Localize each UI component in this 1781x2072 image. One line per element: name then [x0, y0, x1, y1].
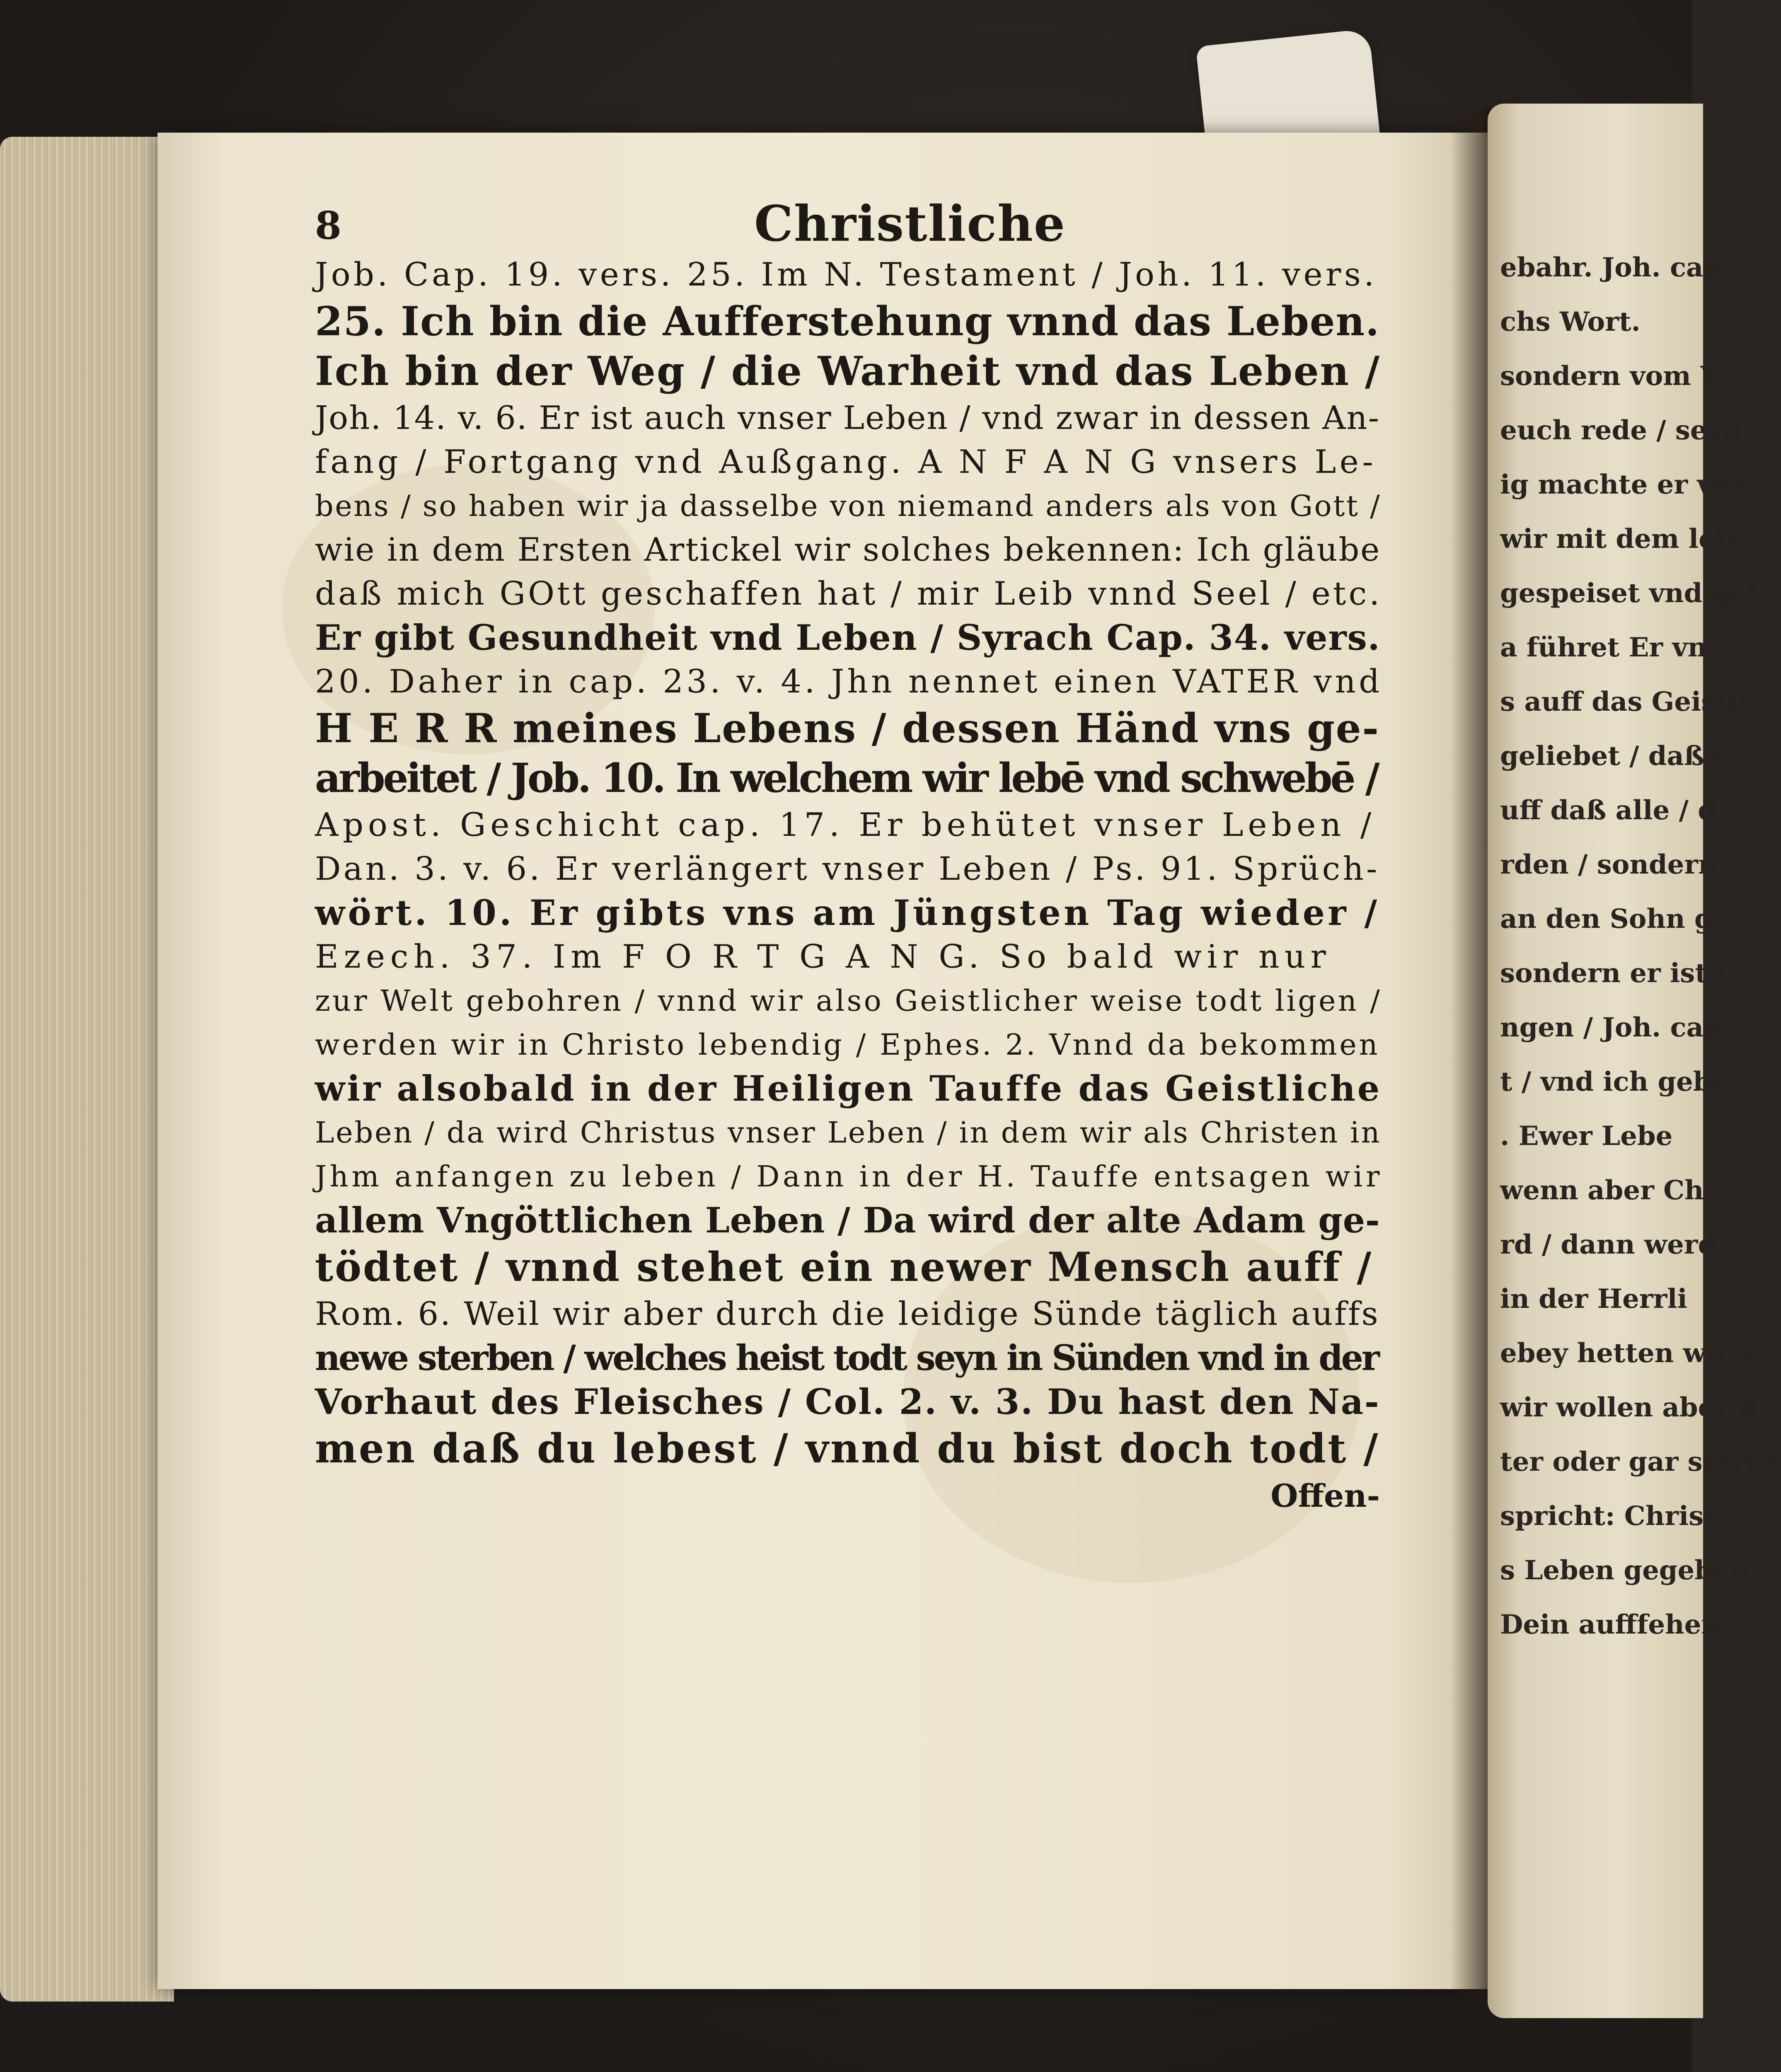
text-line: wir alsobald in der Heiligen Tauffe das Geistliche: [315, 1068, 1382, 1109]
text-line: Apost. Geschicht cap. 17. Er behütet vnser Leben /: [315, 806, 1376, 844]
right-page-line: a führet Er vn: [1500, 632, 1707, 663]
right-page-line: Dein aufffehen: [1500, 1609, 1721, 1640]
right-page-line: uff daß alle / d: [1500, 795, 1716, 826]
right-page-line: s Leben gegeben:: [1500, 1555, 1759, 1586]
catchword: Offen-: [1270, 1477, 1380, 1514]
book-page-edges: [0, 137, 174, 2002]
right-page-line: wir mit dem leb: [1500, 523, 1734, 554]
right-page-line: gespeiset vnd get: [1500, 578, 1759, 609]
text-line: Er gibt Gesundheit vnd Leben / Syrach Cap. 34. vers.: [315, 617, 1381, 658]
text-line: Dan. 3. v. 6. Er verlängert vnser Leben / Ps. 91. Sprüch-: [315, 850, 1380, 888]
text-line: Leben / da wird Christus vnser Leben / in dem wir als Christen in: [315, 1116, 1382, 1150]
right-page-line: ter oder gar sterbe: [1500, 1446, 1781, 1477]
right-page-line: sondern vom V: [1500, 361, 1721, 392]
right-page-line: an den Sohn g: [1500, 903, 1713, 934]
right-page-line: wenn aber Ch: [1500, 1175, 1704, 1206]
page-header: [315, 195, 1380, 252]
right-page-line: spricht: Christ: [1500, 1501, 1716, 1532]
right-page-line: t / vnd ich gebe: [1500, 1066, 1729, 1097]
right-page-line: ig machte er vns: [1500, 469, 1747, 500]
right-page-line: ebahr. Joh. cap.: [1500, 252, 1731, 283]
text-line: Vorhaut des Fleisches / Col. 2. v. 3. Du hast den Na-: [315, 1381, 1380, 1422]
text-line: allem Vngöttlichen Leben / Da wird der alte Adam ge-: [315, 1200, 1380, 1241]
left-page-text: [315, 195, 1383, 1517]
running-title: Christliche: [754, 195, 1066, 252]
text-line: 25. Ich bin die Aufferstehung vnnd das Leben.: [315, 298, 1380, 345]
text-line: tödtet / vnnd stehet ein newer Mensch auff /: [315, 1244, 1373, 1290]
right-page: [1488, 104, 1781, 2018]
text-line: werden wir in Christo lebendig / Ephes. 2. Vnnd da bekommen: [315, 1028, 1380, 1062]
right-page-line: rd / dann werd: [1500, 1229, 1717, 1260]
text-line: wört. 10. Er gibts vns am Jüngsten Tag wieder /: [315, 892, 1380, 933]
right-page-line: ebey hetten wir z: [1500, 1338, 1754, 1369]
right-page-line: sondern er ist v: [1500, 958, 1732, 989]
text-line: newe sterben / welches heist todt seyn in Sünden vnd in der: [315, 1337, 1378, 1378]
text-line: 20. Daher in cap. 23. v. 4. Jhn nennet einen VATER vnd: [315, 663, 1383, 700]
text-line: bens / so haben wir ja dasselbe von niemand anders als von Gott /: [315, 489, 1382, 523]
right-page-line: s auff das Geistli: [1500, 686, 1749, 717]
right-page-line: euch rede / seyn: [1500, 415, 1742, 446]
text-line: arbeitet / Job. 10. In welchem wir lebē vnd schwebē /: [315, 755, 1378, 801]
text-line: zur Welt gebohren / vnnd wir also Geistlicher weise todt ligen /: [315, 984, 1382, 1018]
right-page-line: chs Wort.: [1500, 306, 1641, 337]
text-line: Joh. 14. v. 6. Er ist auch vnser Leben / vnd zwar in dessen An-: [315, 399, 1380, 437]
text-line: Rom. 6. Weil wir aber durch die leidige Sünde täglich auffs: [315, 1295, 1380, 1333]
right-page-line: . Ewer Lebe: [1500, 1121, 1673, 1152]
text-line: Job. Cap. 19. vers. 25. Im N. Testament / Joh. 11. vers.: [315, 256, 1377, 293]
text-line: Ezech. 37. Im F O R T G A N G. So bald wir nur: [315, 938, 1331, 975]
text-line: daß mich GOtt geschaffen hat / mir Leib vnnd Seel / etc.: [315, 575, 1382, 612]
text-line: wie in dem Ersten Artickel wir solches bekennen: Ich gläube: [315, 531, 1381, 569]
right-page-line: in der Herrli: [1500, 1283, 1687, 1314]
right-page-line: wir wollen aber d: [1500, 1392, 1757, 1423]
right-page-line: rden / sondern: [1500, 849, 1718, 880]
right-page-line: ngen / Joh. cap: [1500, 1012, 1722, 1043]
text-line: Jhm anfangen zu leben / Dann in der H. Tauffe entsagen wir: [315, 1159, 1383, 1193]
text-line: Ich bin der Weg / die Warheit vnd das Leben /: [315, 348, 1381, 395]
page-number: 8: [315, 203, 342, 248]
right-page-line: geliebet / daß G: [1500, 741, 1736, 772]
body-text: [315, 253, 1383, 1474]
text-line: H E R R meines Lebens / dessen Händ vns ge-: [315, 705, 1380, 752]
text-line: men daß du lebest / vnnd du bist doch todt /: [315, 1425, 1380, 1472]
text-line: fang / Fortgang vnd Außgang. A N F A N G vnsers Le-: [315, 443, 1377, 481]
right-page-text: [1500, 240, 1781, 1652]
